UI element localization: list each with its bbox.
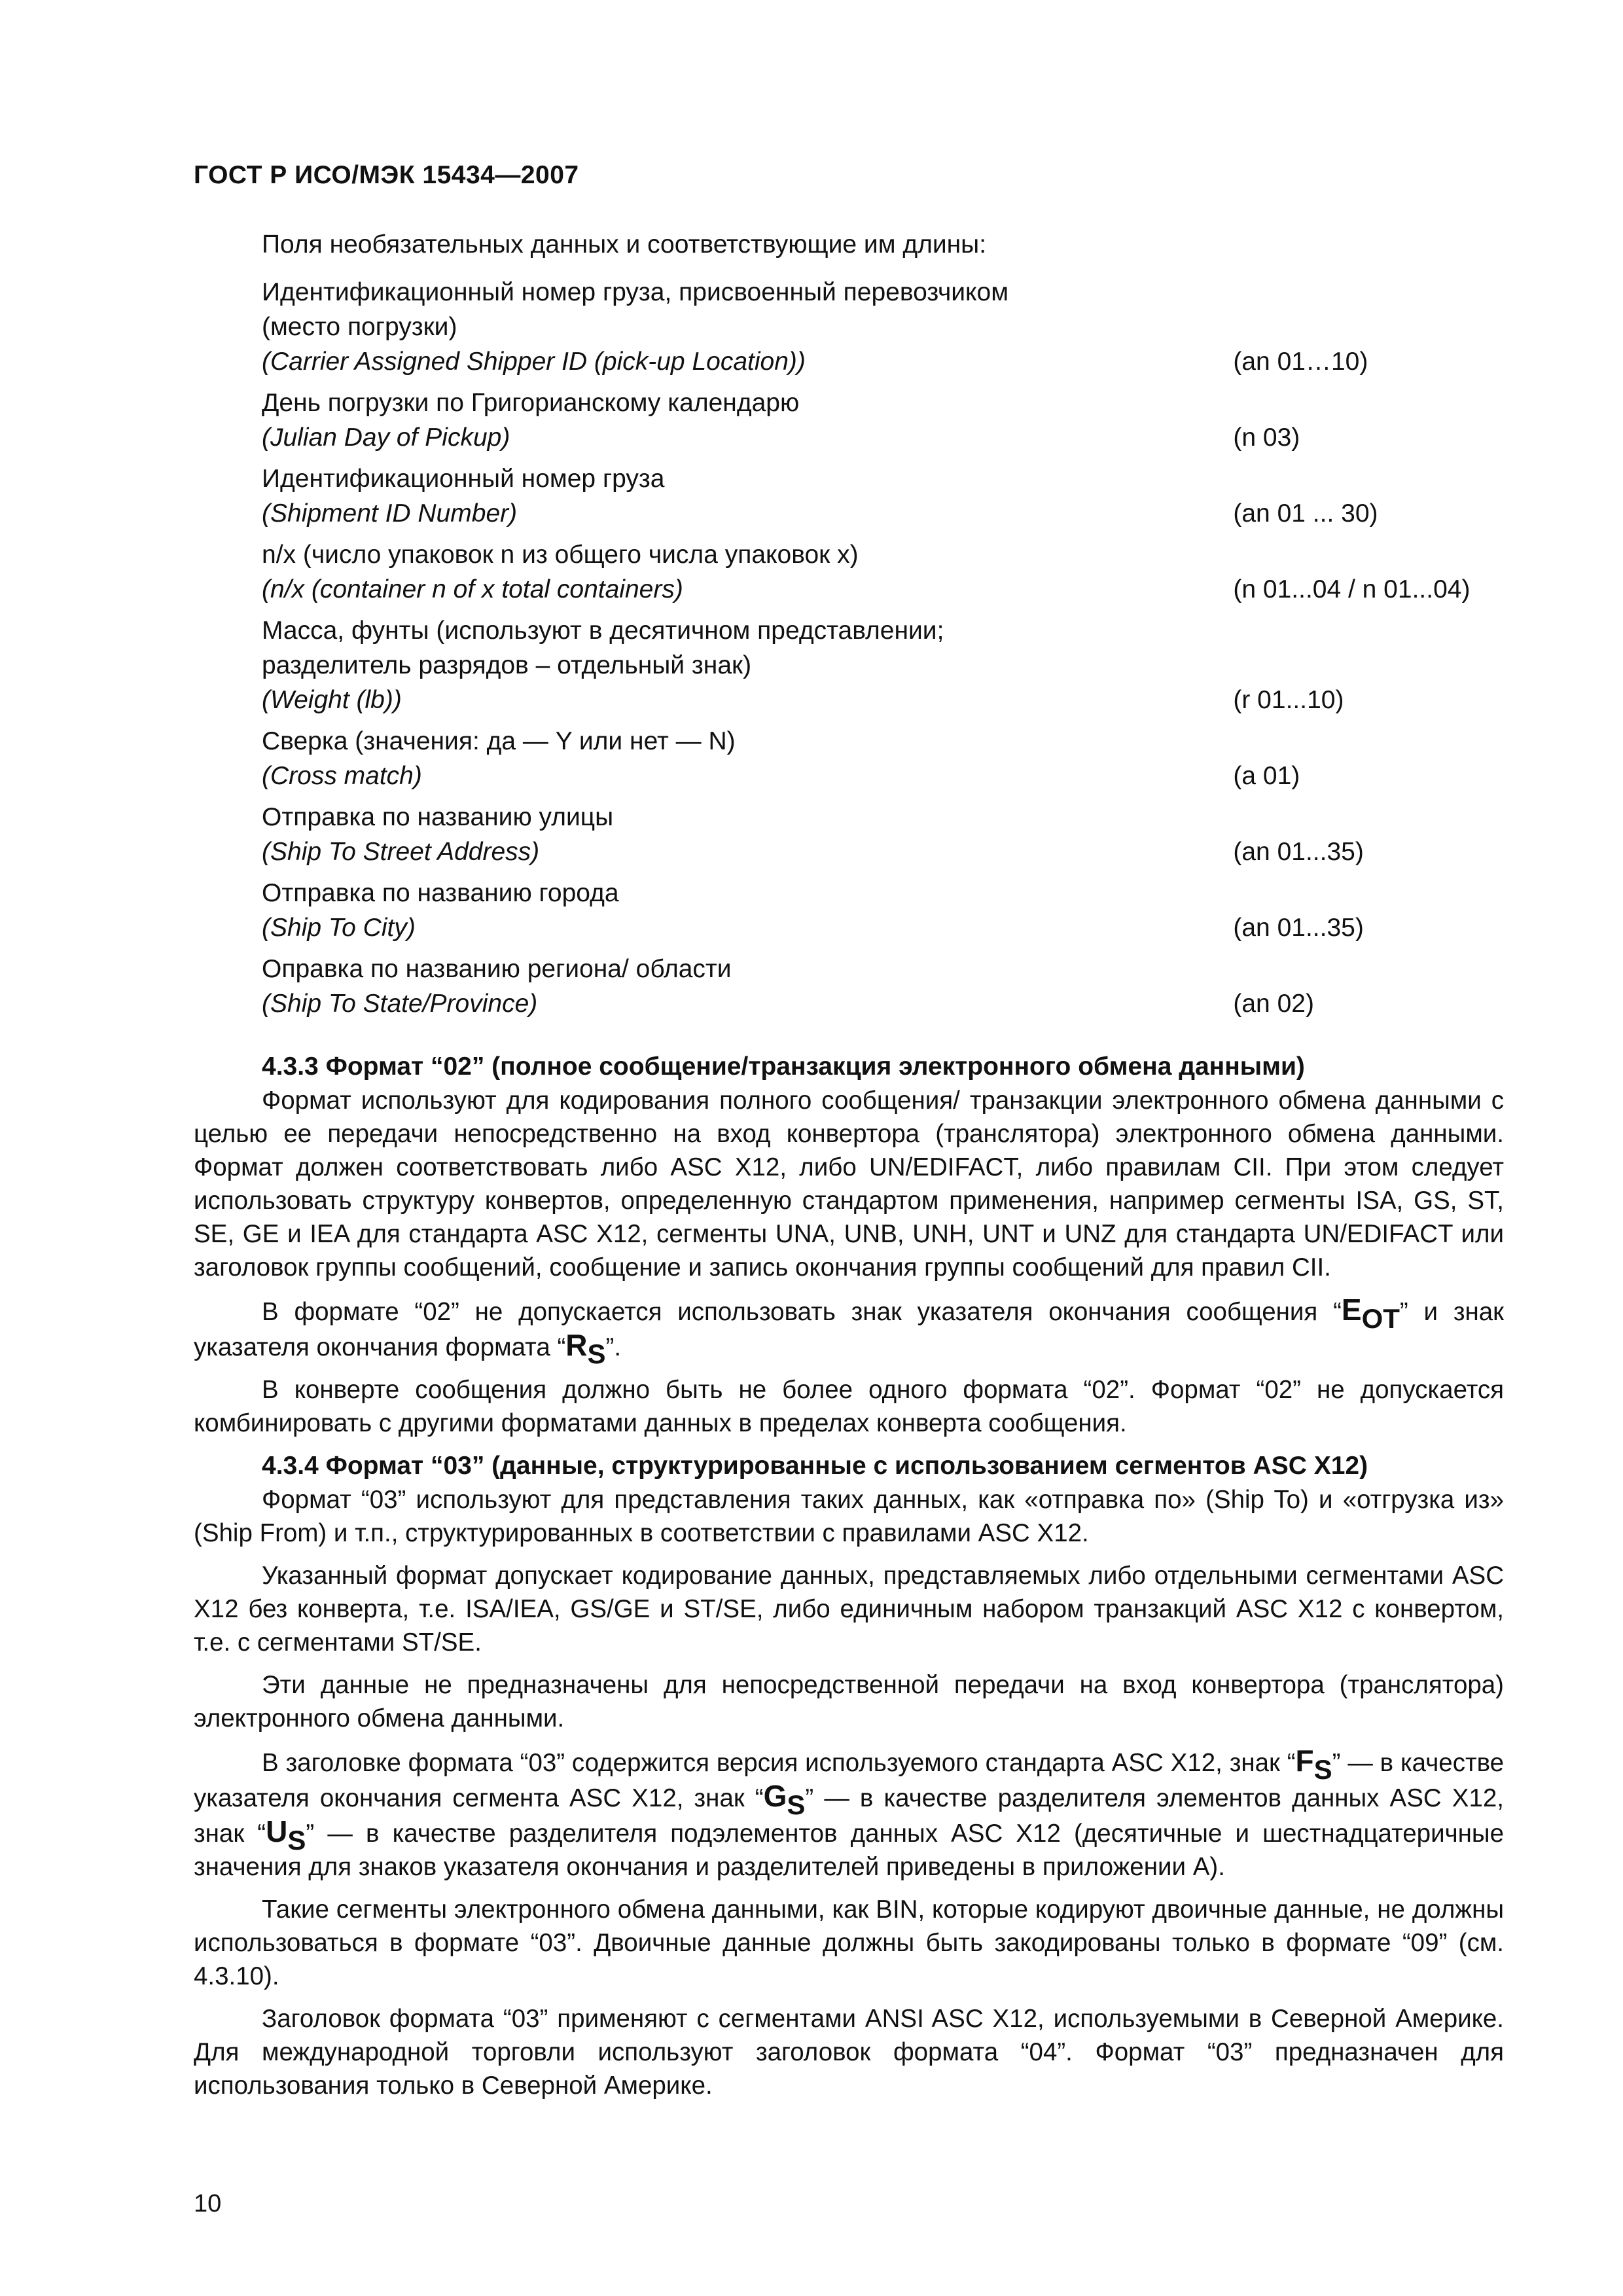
body-text	[194, 1050, 1504, 2111]
field-item	[262, 952, 1505, 1021]
symbol-main: R	[565, 1328, 588, 1362]
rs-symbol	[565, 1328, 606, 1369]
field-description	[262, 461, 1233, 531]
text-run: ”.	[605, 1333, 622, 1361]
symbol-main: F	[1295, 1744, 1314, 1778]
symbol-sub: OT	[1361, 1303, 1400, 1334]
field-name-ru: Идентификационный номер груза, присвоенный перевозчиком (место погрузки)	[262, 278, 1009, 341]
field-name-en: (Carrier Assigned Shipper ID (pick-up Location))	[262, 348, 806, 376]
us-symbol	[266, 1814, 306, 1856]
field-name-ru: n/x (число упаковок n из общего числа упаковок x)	[262, 541, 859, 569]
field-length: (n 03)	[1233, 423, 1300, 452]
field-length: (an 01…10)	[1233, 348, 1368, 376]
symbol-sub: S	[1313, 1754, 1332, 1785]
standard-designation: ГОСТ Р ИСО/МЭК 15434—2007	[194, 161, 579, 189]
field-item	[262, 461, 1505, 531]
field-length: (r 01...10)	[1233, 686, 1344, 714]
field-name-ru: Оправка по названию региона/ области	[262, 955, 732, 983]
field-length: (a 01)	[1233, 762, 1300, 790]
section-heading-4-3-3: 4.3.3 Формат “02” (полное сообщение/транзакция электронного обмена данными)	[262, 1052, 1305, 1081]
field-item	[262, 613, 1505, 717]
field-name-en: (Ship To State/Province)	[262, 990, 538, 1018]
field-description	[262, 537, 1233, 607]
paragraph: Формат “03” используют для представления таких данных, как «отправка по» (Ship To) и «отгрузка из» (Ship From) и т.п., структурированных в соответствии с правилами ASC X12.	[194, 1486, 1504, 1547]
field-length: (an 01...35)	[1233, 838, 1364, 866]
field-name-ru: Идентификационный номер груза	[262, 465, 665, 493]
field-item	[262, 386, 1505, 455]
optional-fields-list	[262, 275, 1505, 1028]
field-name-ru: День погрузки по Григорианскому календарю	[262, 389, 800, 417]
symbol-sub: S	[287, 1825, 306, 1856]
symbol-main: E	[1341, 1293, 1362, 1327]
field-name-en: (Julian Day of Pickup)	[262, 423, 510, 452]
field-description	[262, 386, 1233, 455]
text-run: ” и знак указателя окончания формата “	[194, 1298, 1504, 1361]
text-run: ” — в качестве указателя окончания сегмента ASC X12, знак “	[194, 1749, 1505, 1812]
field-length: (n 01...04 / n 01...04)	[1233, 575, 1471, 603]
field-name-en: (n/x (container n of x total containers)	[262, 575, 683, 603]
field-name-ru: Масса, фунты (используют в десятичном представлении; разделитель разрядов – отдельный знак)	[262, 617, 944, 679]
field-description	[262, 275, 1233, 379]
paragraph: Указанный формат допускает кодирование данных, представляемых либо отдельными сегментами ASC X12 без конверта, т.е. ISA/IEA, GS/GE и ST/SE, либо единичным набором транзакций ASC X12 с конвертом, т.е. с сегментами ST/SE.	[194, 1562, 1504, 1657]
text-run: В формате “02” не допускается использовать знак указателя окончания сообщения “	[262, 1298, 1342, 1326]
field-length: (an 02)	[1233, 990, 1314, 1018]
field-description	[262, 800, 1233, 869]
field-name-en: (Ship To Street Address)	[262, 838, 540, 866]
field-name-en: (Shipment ID Number)	[262, 499, 518, 528]
section-heading-4-3-4: 4.3.4 Формат “03” (данные, структурированные с использованием сегментов ASC X12)	[262, 1452, 1368, 1480]
field-item	[262, 537, 1505, 607]
paragraph: Заголовок формата “03” применяют с сегментами ANSI ASC X12, используемыми в Северной Америке. Для международной торговли используют заголовок формата “04”. Формат “03” предназначен для использования только в Северной Америке.	[194, 2005, 1504, 2100]
text-run: В заголовке формата “03” содержится версия используемого стандарта ASC X12, знак “	[262, 1749, 1296, 1777]
page-number: 10	[194, 2190, 222, 2217]
paragraph: Эти данные не предназначены для непосредственной передачи на вход конвертора (транслятора) электронного обмена данными.	[194, 1671, 1504, 1732]
paragraph	[194, 1293, 1504, 1369]
symbol-main: U	[266, 1814, 288, 1848]
field-length: (an 01...35)	[1233, 914, 1364, 942]
fields-intro: Поля необязательных данных и соответствующие им длины:	[262, 230, 987, 259]
symbol-main: G	[763, 1779, 787, 1813]
symbol-sub: S	[587, 1338, 606, 1369]
field-description	[262, 876, 1233, 945]
field-name-en: (Ship To City)	[262, 914, 416, 942]
field-item	[262, 724, 1505, 793]
field-name-ru: Отправка по названию улицы	[262, 803, 614, 831]
field-description	[262, 724, 1233, 793]
field-item	[262, 876, 1505, 945]
field-item	[262, 800, 1505, 869]
eot-symbol	[1341, 1293, 1400, 1334]
gs-symbol	[763, 1779, 806, 1820]
field-description	[262, 613, 1233, 717]
field-description	[262, 952, 1233, 1021]
field-item	[262, 275, 1505, 379]
symbol-sub: S	[787, 1789, 806, 1820]
paragraph: Такие сегменты электронного обмена данными, как BIN, которые кодируют двоичные данные, не должны использоваться в формате “03”. Двоичные данные должны быть закодированы только в формате “09” (см. 4.3.10).	[194, 1895, 1504, 1990]
text-run: ” — в качестве разделителя подэлементов данных ASC X12 (десятичные и шестнадцатеричные значения для знаков указателя окончания и разделителей приведены в приложении А).	[194, 1820, 1505, 1881]
paragraph: Формат используют для кодирования полного сообщения/ транзакции электронного обмена данными с целью ее передачи непосредственно на вход конвертора (транслятора) электронного обмена данными. Формат должен соответствовать либо ASC X12, либо UN/EDIFACT, либо правилам CII. При этом следует использовать структуру конвертов, определенную стандартом применения, например сегменты ISA, GS, ST, SE, GE и IEA для стандарта ASC X12, сегменты UNA, UNB, UNH, UNT и UNZ для стандарта UN/EDIFACT или заголовок группы сообщений, сообщение и запись окончания группы сообщений для правил CII.	[194, 1086, 1504, 1282]
text-run: ” — в качестве разделителя элементов данных ASC X12, знак “	[194, 1784, 1504, 1848]
fs-symbol	[1295, 1744, 1332, 1785]
field-length: (an 01 ... 30)	[1233, 499, 1378, 528]
paragraph: В конверте сообщения должно быть не более одного формата “02”. Формат “02” не допускается комбинировать с другими форматами данных в пределах конверта сообщения.	[194, 1376, 1504, 1437]
paragraph	[194, 1744, 1504, 1884]
field-name-en: (Cross match)	[262, 762, 422, 790]
field-name-en: (Weight (lb))	[262, 686, 402, 714]
field-name-ru: Сверка (значения: да — Y или нет — N)	[262, 727, 736, 755]
field-name-ru: Отправка по названию города	[262, 879, 619, 907]
